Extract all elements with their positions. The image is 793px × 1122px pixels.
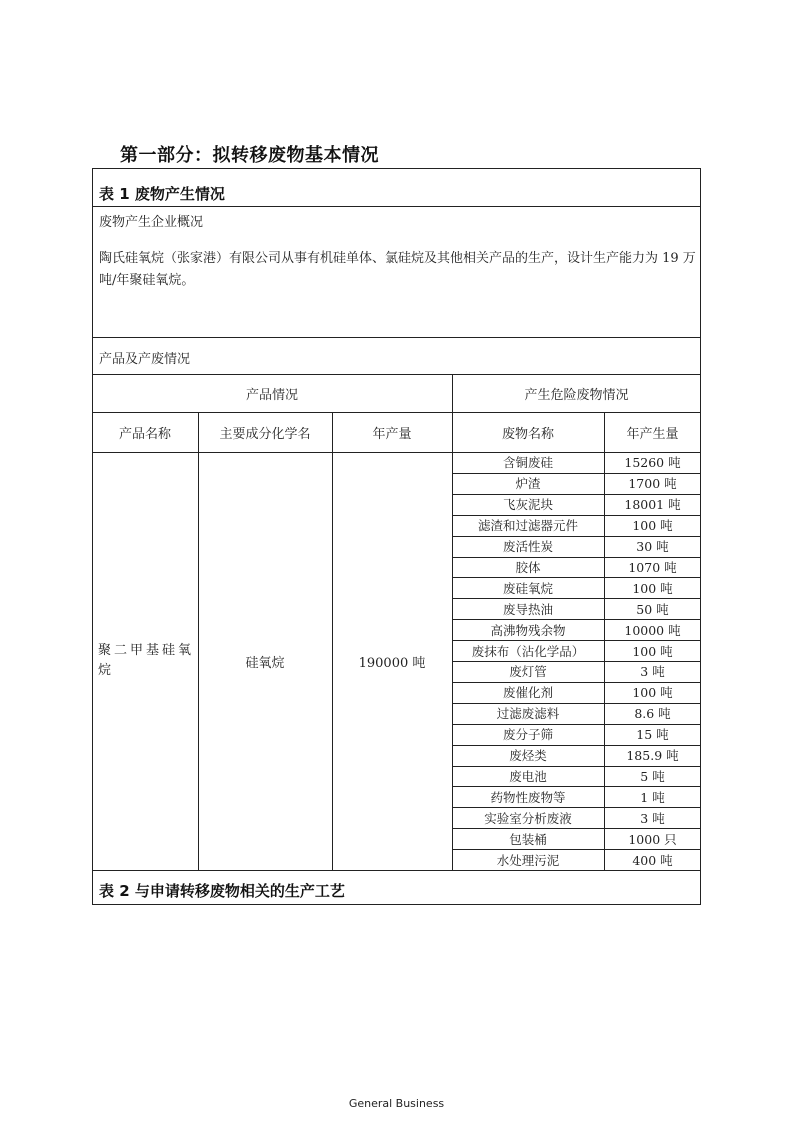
waste-name: 飞灰泥块 bbox=[502, 497, 553, 513]
waste-name: 过滤废滤料 bbox=[496, 706, 560, 722]
divider bbox=[452, 598, 701, 599]
table-2-title: 表 2 与申请转移废物相关的生产工艺 bbox=[99, 882, 345, 900]
divider bbox=[452, 849, 701, 850]
group-header-products: 产品情况 bbox=[245, 387, 298, 403]
waste-amount: 100 吨 bbox=[632, 643, 673, 659]
waste-amount: 15 吨 bbox=[636, 727, 669, 743]
product-annual-output: 190000 吨 bbox=[358, 655, 426, 671]
waste-amount: 3 吨 bbox=[640, 664, 665, 680]
divider bbox=[452, 724, 701, 725]
waste-name: 实验室分析废液 bbox=[484, 810, 572, 826]
divider bbox=[452, 515, 701, 516]
waste-name: 废催化剂 bbox=[502, 685, 553, 701]
divider bbox=[452, 807, 701, 808]
product-chemical: 硅氧烷 bbox=[245, 655, 285, 671]
waste-name: 胶体 bbox=[515, 559, 541, 575]
column-header-annual-generation: 年产生量 bbox=[626, 426, 679, 442]
divider bbox=[452, 828, 701, 829]
waste-amount: 15260 吨 bbox=[624, 455, 681, 471]
waste-name: 炉渣 bbox=[515, 476, 541, 492]
divider bbox=[452, 682, 701, 683]
overview-label: 废物产生企业概况 bbox=[99, 215, 204, 230]
product-name: 聚二甲基硅氧烷 bbox=[98, 643, 195, 678]
waste-name: 高沸物残余物 bbox=[490, 622, 566, 638]
waste-amount: 50 吨 bbox=[636, 601, 669, 617]
footer-label: General Business bbox=[348, 1097, 445, 1110]
waste-name: 废电池 bbox=[509, 768, 547, 784]
table-1-title: 表 1 废物产生情况 bbox=[99, 185, 225, 203]
waste-name: 废抹布（沾化学品） bbox=[471, 643, 585, 659]
divider bbox=[452, 640, 701, 641]
divider bbox=[452, 557, 701, 558]
waste-amount: 3 吨 bbox=[640, 810, 665, 826]
waste-amount: 1070 吨 bbox=[628, 559, 677, 575]
waste-name: 含铜废硅 bbox=[502, 455, 553, 471]
waste-amount: 8.6 吨 bbox=[634, 706, 671, 722]
waste-amount: 400 吨 bbox=[632, 852, 673, 868]
divider bbox=[452, 766, 701, 767]
column-header-product-name: 产品名称 bbox=[118, 426, 171, 442]
waste-amount: 100 吨 bbox=[632, 518, 673, 534]
divider bbox=[92, 870, 701, 871]
divider bbox=[452, 536, 701, 537]
waste-name: 包装桶 bbox=[509, 831, 547, 847]
overview-text: 陶氏硅氧烷（张家港）有限公司从事有机硅单体、氯硅烷及其他相关产品的生产，设计生产能力为 19 万吨/年聚硅氧烷。 bbox=[99, 251, 696, 288]
divider bbox=[92, 206, 701, 207]
divider bbox=[452, 619, 701, 620]
column-header-chemical-name: 主要成分化学名 bbox=[219, 426, 311, 442]
waste-name: 废活性炭 bbox=[502, 539, 553, 555]
waste-name: 废导热油 bbox=[502, 601, 553, 617]
waste-name: 药物性废物等 bbox=[490, 789, 566, 805]
waste-name: 废烃类 bbox=[509, 748, 547, 764]
waste-amount: 5 吨 bbox=[640, 768, 665, 784]
divider bbox=[452, 661, 701, 662]
waste-name: 水处理污泥 bbox=[496, 852, 560, 868]
divider bbox=[92, 337, 701, 338]
waste-amount: 1000 只 bbox=[628, 831, 677, 847]
waste-amount: 1700 吨 bbox=[628, 476, 677, 492]
waste-amount: 185.9 吨 bbox=[626, 748, 679, 764]
part-title: 第一部分：拟转移废物基本情况 bbox=[120, 145, 379, 166]
waste-name: 废灯管 bbox=[509, 664, 547, 680]
divider bbox=[452, 703, 701, 704]
waste-name: 滤渣和过滤器元件 bbox=[477, 518, 578, 534]
waste-amount: 1 吨 bbox=[640, 789, 665, 805]
divider bbox=[452, 577, 701, 578]
waste-amount: 100 吨 bbox=[632, 685, 673, 701]
waste-amount: 30 吨 bbox=[636, 539, 669, 555]
divider bbox=[452, 494, 701, 495]
group-header-hazardous-waste: 产生危险废物情况 bbox=[524, 387, 629, 403]
section-label: 产品及产废情况 bbox=[99, 352, 191, 367]
divider bbox=[452, 786, 701, 787]
waste-amount: 10000 吨 bbox=[624, 622, 681, 638]
divider bbox=[452, 473, 701, 474]
waste-amount: 100 吨 bbox=[632, 580, 673, 596]
waste-name: 废硅氧烷 bbox=[502, 580, 553, 596]
waste-amount: 18001 吨 bbox=[624, 497, 681, 513]
divider bbox=[452, 745, 701, 746]
waste-name: 废分子筛 bbox=[502, 727, 553, 743]
column-header-waste-name: 废物名称 bbox=[501, 426, 554, 442]
column-header-annual-output: 年产量 bbox=[372, 426, 412, 442]
